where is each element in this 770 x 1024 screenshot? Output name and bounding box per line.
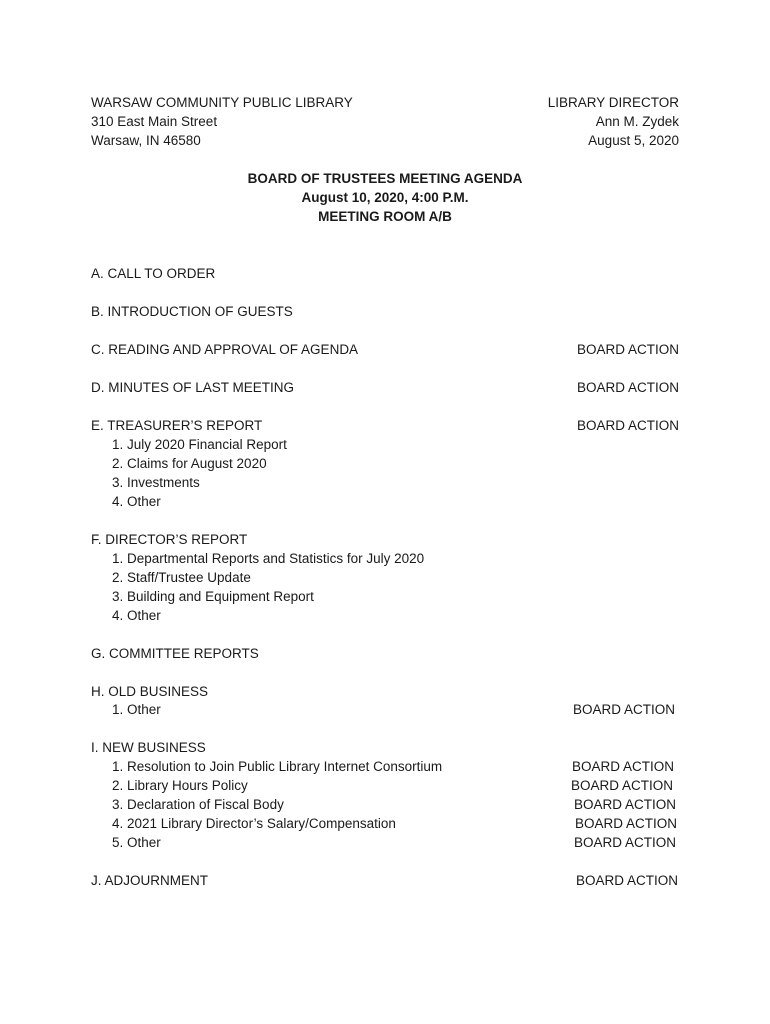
section-i-item-action: BOARD ACTION <box>574 816 677 831</box>
section-d-action: BOARD ACTION <box>576 380 679 395</box>
section-i-item: 1. Resolution to Join Public Library Internet Consortium <box>112 759 443 774</box>
section-e-action: BOARD ACTION <box>576 418 679 433</box>
section-d-label: D. MINUTES OF LAST MEETING <box>91 380 295 395</box>
director-name: Ann M. Zydek <box>595 114 679 129</box>
section-i-item: 2. Library Hours Policy <box>112 778 248 793</box>
section-i-item-action: BOARD ACTION <box>573 797 676 812</box>
section-b-label: B. INTRODUCTION OF GUESTS <box>91 304 293 319</box>
section-e-item: 4. Other <box>112 494 161 509</box>
section-e-item: 2. Claims for August 2020 <box>112 456 267 471</box>
section-j-action: BOARD ACTION <box>575 873 678 888</box>
section-e-label: E. TREASURER’S REPORT <box>91 418 263 433</box>
section-e-item: 1. July 2020 Financial Report <box>112 437 287 452</box>
section-h-label: H. OLD BUSINESS <box>91 684 209 699</box>
agenda-title: BOARD OF TRUSTEES MEETING AGENDA <box>247 171 523 186</box>
header-date: August 5, 2020 <box>588 133 679 148</box>
section-a-label: A. CALL TO ORDER <box>91 266 216 281</box>
section-f-item: 1. Departmental Reports and Statistics for July 2020 <box>112 551 425 566</box>
director-title: LIBRARY DIRECTOR <box>547 95 679 110</box>
section-f-item: 3. Building and Equipment Report <box>112 589 314 604</box>
section-g-label: G. COMMITTEE REPORTS <box>91 646 259 661</box>
section-i-item-action: BOARD ACTION <box>571 759 674 774</box>
section-f-label: F. DIRECTOR’S REPORT <box>91 532 248 547</box>
section-h-item: 1. Other <box>112 702 161 717</box>
section-h-item-action: BOARD ACTION <box>572 702 675 717</box>
section-e-item: 3. Investments <box>112 475 200 490</box>
section-f-item: 4. Other <box>112 608 161 623</box>
section-c-label: C. READING AND APPROVAL OF AGENDA <box>91 342 359 357</box>
section-i-item: 3. Declaration of Fiscal Body <box>112 797 284 812</box>
section-i-item-action: BOARD ACTION <box>573 835 676 850</box>
section-j-label: J. ADJOURNMENT <box>91 873 209 888</box>
section-i-label: I. NEW BUSINESS <box>91 740 206 755</box>
section-i-item: 4. 2021 Library Director’s Salary/Compensation <box>112 816 396 831</box>
meeting-room: MEETING ROOM A/B <box>318 209 452 224</box>
meeting-datetime: August 10, 2020, 4:00 P.M. <box>301 190 469 205</box>
section-i-item-action: BOARD ACTION <box>570 778 673 793</box>
section-i-item: 5. Other <box>112 835 161 850</box>
library-street: 310 East Main Street <box>91 114 218 129</box>
section-c-action: BOARD ACTION <box>576 342 679 357</box>
section-f-item: 2. Staff/Trustee Update <box>112 570 251 585</box>
library-name: WARSAW COMMUNITY PUBLIC LIBRARY <box>91 95 353 110</box>
library-city: Warsaw, IN 46580 <box>91 133 201 148</box>
